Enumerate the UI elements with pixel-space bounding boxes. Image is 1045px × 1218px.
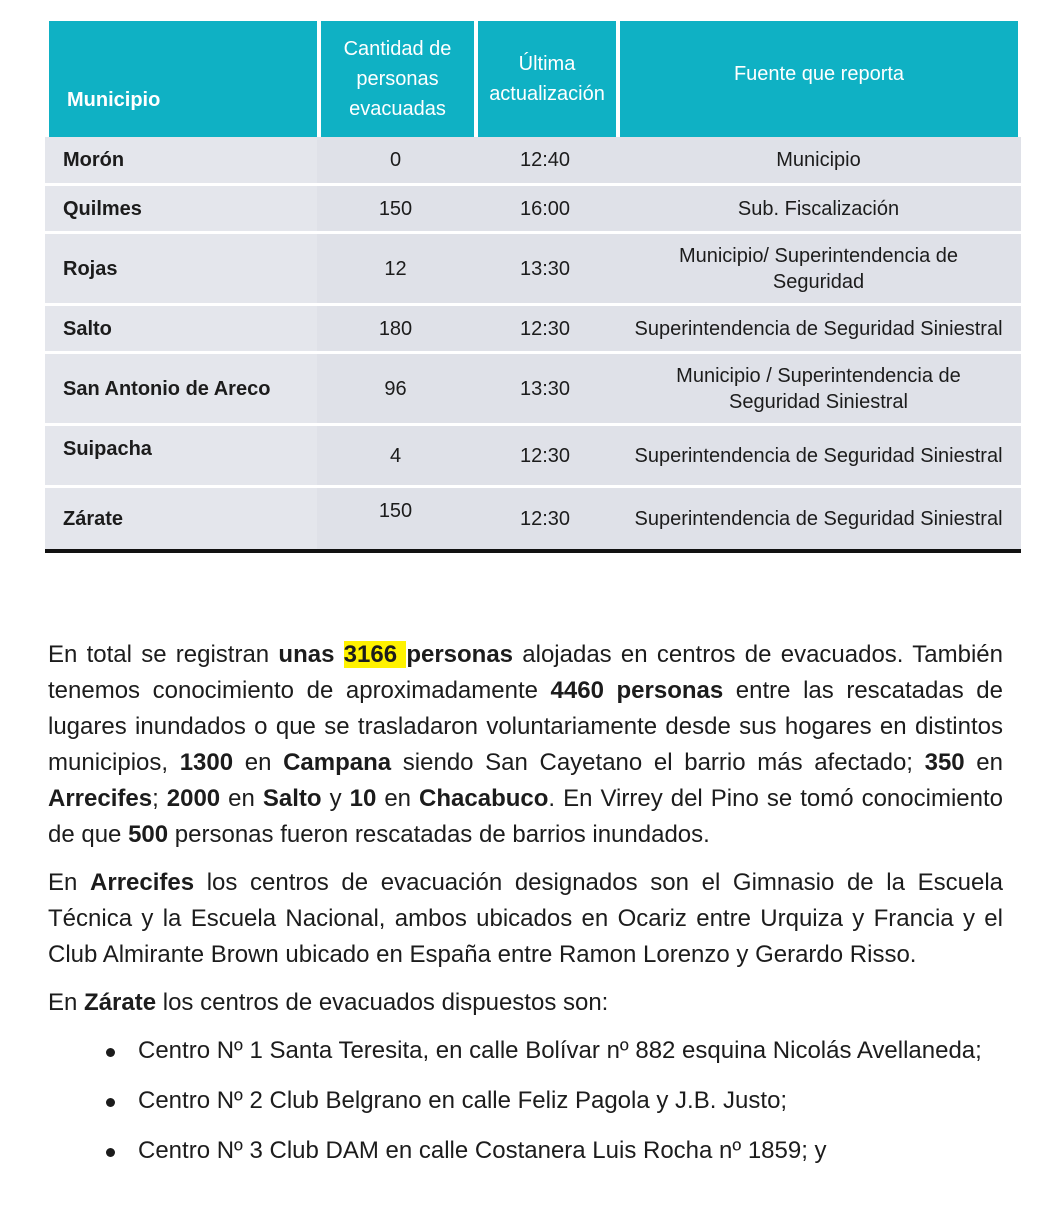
bullet-icon <box>106 1048 115 1057</box>
list-item <box>48 1133 1003 1169</box>
cell-hora: 12:40 <box>519 149 571 171</box>
bold-run: 2000 <box>166 785 221 812</box>
evacuados-table <box>45 17 1021 553</box>
cell-cantidad: 12 <box>384 257 407 280</box>
cell-cantidad: 4 <box>389 444 402 467</box>
bold-run: Salto <box>262 785 322 812</box>
bold-run: Arrecifes <box>48 785 153 812</box>
header-ultima-actualizacion: Última actualización <box>478 21 616 137</box>
text-run: entre las rescatadas de lugares inundados o que se trasladaron voluntariamente desde sus hogares en distintos municipios, <box>48 677 1003 776</box>
cell-hora: 13:30 <box>519 377 571 400</box>
cell-hora: 13:30 <box>519 257 571 280</box>
bold-run: 500 <box>128 821 169 848</box>
table-row <box>45 351 1021 423</box>
list-item-text: Centro Nº 2 Club Belgrano en calle Feliz Pagola y J.B. Justo; <box>138 1087 788 1114</box>
text-run: personas fueron rescatadas de barrios inundados. <box>168 821 710 848</box>
highlighted-count: 3166 <box>343 641 407 668</box>
bullet-icon <box>106 1148 115 1157</box>
cell-municipio: Salto <box>45 306 317 351</box>
text-run: alojadas en centros de evacuados. También tenemos conocimiento de aproximadamente <box>48 641 1004 704</box>
cell-fuente: Sub. Fiscalización <box>737 197 900 220</box>
bold-run: personas <box>406 641 514 668</box>
text-run: en <box>233 749 284 776</box>
cell-municipio: San Antonio de Areco <box>45 354 317 423</box>
bold-run: 10 <box>349 785 377 812</box>
text-run: En <box>48 989 85 1016</box>
bold-run: Chacabuco <box>419 785 549 812</box>
text-run: los centros de evacuación designados son el Gimnasio de la Escuela Técnica y la Escuela Nacional, ambos ubicados en Ocariz entre Urquiza y Francia y el Club Almirante Brown ubicado en España entre Ramon Lorenzo y Gerardo Risso. <box>48 869 1004 968</box>
text-run: En <box>48 869 91 896</box>
paragraph-total <box>48 637 1003 853</box>
table-body <box>45 137 1021 553</box>
table-row <box>45 485 1021 549</box>
cell-fuente: Municipio / Superintendencia de Seguridad Siniestral <box>676 364 961 413</box>
paragraph-arrecifes <box>48 865 1003 973</box>
bold-run: Arrecifes <box>90 869 195 896</box>
text-run: En total se registran <box>48 641 279 668</box>
bullet-icon <box>106 1098 115 1107</box>
cell-cantidad: 150 <box>378 500 413 522</box>
list-item <box>48 1083 1003 1119</box>
cell-municipio: Rojas <box>45 234 317 303</box>
cell-cantidad: 0 <box>389 149 402 171</box>
cell-fuente: Superintendencia de Seguridad Siniestral <box>634 507 1003 530</box>
cell-cantidad: 96 <box>384 377 407 400</box>
list-item-text: Centro Nº 1 Santa Teresita, en calle Bolívar nº 882 esquina Nicolás Avellaneda; <box>138 1037 982 1064</box>
text-run: y <box>321 785 350 812</box>
text-run: . En Virrey del Pino se tomó conocimiento de que <box>48 785 1003 848</box>
header-municipio: Municipio <box>49 21 317 137</box>
list-item <box>48 1033 1003 1069</box>
cell-municipio: Zárate <box>45 488 317 549</box>
text-run: siendo San Cayetano el barrio más afectado; <box>391 749 925 776</box>
cell-hora: 12:30 <box>519 444 571 467</box>
bold-run: Zárate <box>84 989 157 1016</box>
bold-run: unas <box>278 641 344 668</box>
bold-run: 1300 <box>179 749 234 776</box>
cell-cantidad: 150 <box>378 197 413 220</box>
bold-run: 350 <box>924 749 965 776</box>
cell-hora: 16:00 <box>519 197 571 220</box>
cell-hora: 12:30 <box>519 317 571 340</box>
cell-cantidad: 180 <box>378 317 413 340</box>
table-header <box>45 17 1021 137</box>
table-row <box>45 231 1021 303</box>
cell-municipio: Quilmes <box>45 186 317 231</box>
text-run: los centros de evacuados dispuestos son: <box>156 989 609 1016</box>
cell-fuente: Municipio/ Superintendencia de Seguridad <box>678 244 959 293</box>
paragraph-zarate <box>48 985 1003 1021</box>
table-row <box>45 303 1021 351</box>
text-run: en <box>220 785 263 812</box>
bold-run: Campana <box>283 749 392 776</box>
text-run: ; <box>152 785 167 812</box>
table-row <box>45 183 1021 231</box>
cell-fuente: Superintendencia de Seguridad Siniestral <box>634 444 1003 467</box>
table-row <box>45 137 1021 183</box>
text-run: en <box>964 749 1003 776</box>
header-fuente: Fuente que reporta <box>620 21 1018 137</box>
cell-fuente: Municipio <box>776 149 861 171</box>
cell-fuente: Superintendencia de Seguridad Siniestral <box>634 317 1003 340</box>
text-run: en <box>376 785 420 812</box>
header-cantidad: Cantidad de personas evacuadas <box>321 21 474 137</box>
cell-hora: 12:30 <box>519 507 571 530</box>
list-item-text: Centro Nº 3 Club DAM en calle Costanera Luis Rocha nº 1859; y <box>138 1137 827 1164</box>
cell-municipio: Morón <box>45 137 317 183</box>
table-row <box>45 423 1021 485</box>
cell-municipio: Suipacha <box>45 426 317 485</box>
bold-run: 4460 personas <box>550 677 724 704</box>
centros-list <box>48 1033 1003 1169</box>
document-body <box>48 637 1003 1183</box>
